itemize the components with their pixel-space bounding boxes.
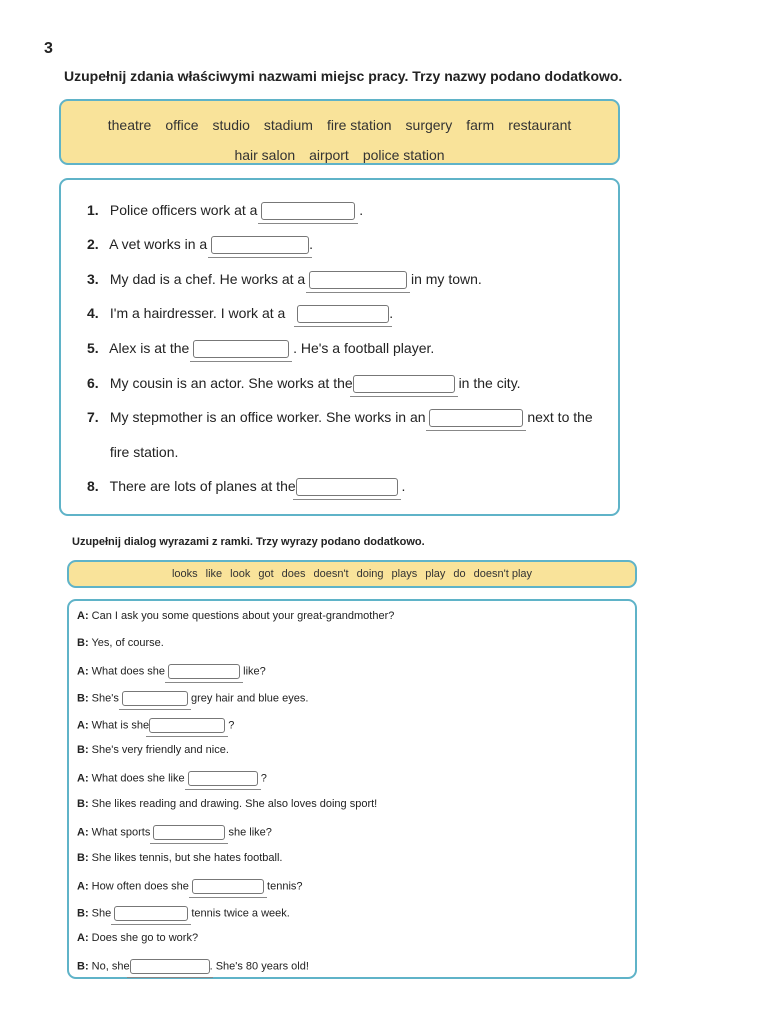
speaker-label: B: [77, 907, 89, 920]
answer-gap[interactable] [211, 236, 309, 254]
speaker-label: A: [77, 880, 89, 893]
word-option[interactable]: police station [362, 147, 445, 163]
dialog-line [77, 825, 272, 840]
answer-gap[interactable] [296, 478, 398, 496]
word-option[interactable]: surgery [405, 117, 453, 133]
speaker-label: B: [77, 744, 89, 756]
speaker-label: B: [77, 637, 89, 649]
speaker-label: B: [77, 692, 89, 705]
dialog-line [77, 932, 198, 944]
dialog-text: Can I ask you some questions about your great-grandmother? [91, 610, 395, 622]
part1-sentences-panel [59, 178, 620, 516]
dialog-text: . She's 80 years old! [209, 960, 309, 973]
sentence-text: My stepmother is an office worker. She works in an [109, 409, 426, 425]
word-option[interactable]: does [281, 568, 306, 580]
sentence-7 [87, 409, 593, 427]
dialog-text: Yes, of course. [91, 637, 164, 649]
sentence-text: fire station. [109, 444, 179, 460]
dialog-line [77, 798, 377, 810]
word-option[interactable]: farm [466, 117, 495, 133]
dialog-text: She [91, 907, 112, 920]
word-option[interactable]: look [230, 568, 251, 580]
dialog-line [77, 718, 234, 733]
part1-word-box [59, 99, 620, 165]
sentence-number: 2. [87, 236, 99, 252]
sentence-4 [87, 305, 393, 323]
dialog-line [77, 744, 229, 756]
sentence-2 [87, 236, 313, 254]
speaker-label: B: [77, 798, 89, 810]
word-option[interactable]: hair salon [234, 147, 296, 163]
dialog-text: tennis? [267, 880, 303, 893]
sentence-text: I'm a hairdresser. I work at a [109, 305, 286, 321]
word-row-2 [61, 140, 618, 170]
dialog-text: What sports [91, 826, 151, 839]
word-option[interactable]: doesn't play [473, 568, 533, 580]
word-option[interactable]: play [425, 568, 446, 580]
speaker-label: B: [77, 852, 89, 864]
dialog-text: How often does she [91, 880, 189, 893]
answer-gap[interactable] [193, 340, 289, 358]
sentence-1 [87, 202, 363, 220]
answer-gap[interactable] [188, 771, 258, 786]
speaker-label: B: [77, 960, 89, 973]
dialog-text: She's very friendly and nice. [91, 744, 229, 756]
dialog-text: She's [91, 692, 119, 705]
word-option[interactable]: like [205, 568, 223, 580]
word-option[interactable]: got [258, 568, 274, 580]
dialog-text: She likes reading and drawing. She also loves doing sport! [91, 798, 378, 810]
word-option[interactable]: office [165, 117, 199, 133]
sentence-text: My cousin is an actor. She works at the [109, 375, 353, 391]
part2-word-box [67, 560, 637, 588]
dialog-line [77, 771, 267, 786]
dialog-line [77, 664, 266, 679]
exercise-number: 3 [44, 40, 53, 57]
answer-gap[interactable] [261, 202, 355, 220]
dialog-text: What does she like [91, 772, 185, 785]
dialog-text: like? [243, 665, 266, 678]
speaker-label: A: [77, 932, 89, 944]
answer-gap[interactable] [429, 409, 523, 427]
dialog-line [77, 691, 308, 706]
sentence-text: A vet works in a [109, 236, 208, 252]
sentence-number: 5. [87, 340, 99, 356]
sentence-text: . [389, 305, 394, 321]
sentence-number: 7. [87, 409, 99, 425]
word-option[interactable]: doing [356, 568, 384, 580]
answer-gap[interactable] [192, 879, 264, 894]
speaker-label: A: [77, 826, 89, 839]
answer-gap[interactable] [297, 305, 389, 323]
part2-instruction: Uzupełnij dialog wyrazami z ramki. Trzy wyrazy podano dodatkowo. [72, 536, 425, 548]
dialog-line [77, 879, 303, 894]
sentence-8 [87, 478, 405, 496]
sentence-7-continued [87, 444, 178, 460]
speaker-label: A: [77, 772, 89, 785]
sentence-text: . He's a football player. [293, 340, 435, 356]
answer-gap[interactable] [130, 959, 210, 974]
sentence-text: Alex is at the [109, 340, 190, 356]
sentence-text: . [359, 202, 364, 218]
sentence-6 [87, 375, 521, 393]
dialog-text: What is she [91, 719, 150, 732]
part1-instruction: Uzupełnij zdania właściwymi nazwami miejsc pracy. Trzy nazwy podano dodatkowo. [64, 68, 623, 84]
sentence-number: 6. [87, 375, 99, 391]
word-option[interactable]: doesn't [313, 568, 349, 580]
sentence-text: Police officers work at a [109, 202, 258, 218]
sentence-number: 1. [87, 202, 99, 218]
sentence-text: My dad is a chef. He works at a [109, 271, 306, 287]
speaker-label: A: [77, 610, 89, 622]
answer-gap[interactable] [122, 691, 188, 706]
dialog-text: No, she [91, 960, 130, 973]
dialog-text: tennis twice a week. [191, 907, 290, 920]
dialog-text: she like? [228, 826, 272, 839]
answer-gap[interactable] [153, 825, 225, 840]
part2-dialog-panel [67, 599, 637, 979]
speaker-label: A: [77, 665, 89, 678]
word-option[interactable]: restaurant [508, 117, 572, 133]
sentence-text: There are lots of planes at the [109, 478, 296, 494]
dialog-text: Does she go to work? [91, 932, 199, 944]
word-option[interactable]: fire station [326, 117, 392, 133]
sentence-number: 4. [87, 305, 99, 321]
sentence-text: next to the [527, 409, 593, 425]
sentence-3 [87, 271, 482, 289]
dialog-line [77, 906, 290, 921]
dialog-line [77, 852, 282, 864]
dialog-line [77, 959, 309, 974]
dialog-text: ? [260, 772, 267, 785]
speaker-label: A: [77, 719, 89, 732]
sentence-number: 8. [87, 478, 99, 494]
word-option[interactable]: do [453, 568, 466, 580]
dialog-text: What does she [91, 665, 166, 678]
word-option[interactable]: plays [391, 568, 418, 580]
word-option[interactable]: studio [212, 117, 250, 133]
word-option[interactable]: theatre [107, 117, 152, 133]
sentence-text: in the city. [458, 375, 521, 391]
sentence-text: . [401, 478, 406, 494]
dialog-text: She likes tennis, but she hates football. [91, 852, 283, 864]
answer-gap[interactable] [149, 718, 225, 733]
word-option[interactable]: airport [309, 147, 349, 163]
sentence-text: in my town. [410, 271, 482, 287]
sentence-text: . [309, 236, 313, 252]
answer-gap[interactable] [309, 271, 407, 289]
answer-gap[interactable] [353, 375, 455, 393]
word-option[interactable]: looks [171, 568, 198, 580]
sentence-number: 3. [87, 271, 99, 287]
word-option[interactable]: stadium [263, 117, 313, 133]
dialog-text: ? [228, 719, 235, 732]
word-row-1 [61, 110, 618, 140]
sentence-5 [87, 340, 434, 358]
answer-gap[interactable] [168, 664, 240, 679]
dialog-line [77, 637, 164, 649]
answer-gap[interactable] [114, 906, 188, 921]
dialog-line [77, 610, 394, 622]
dialog-text: grey hair and blue eyes. [190, 692, 309, 705]
